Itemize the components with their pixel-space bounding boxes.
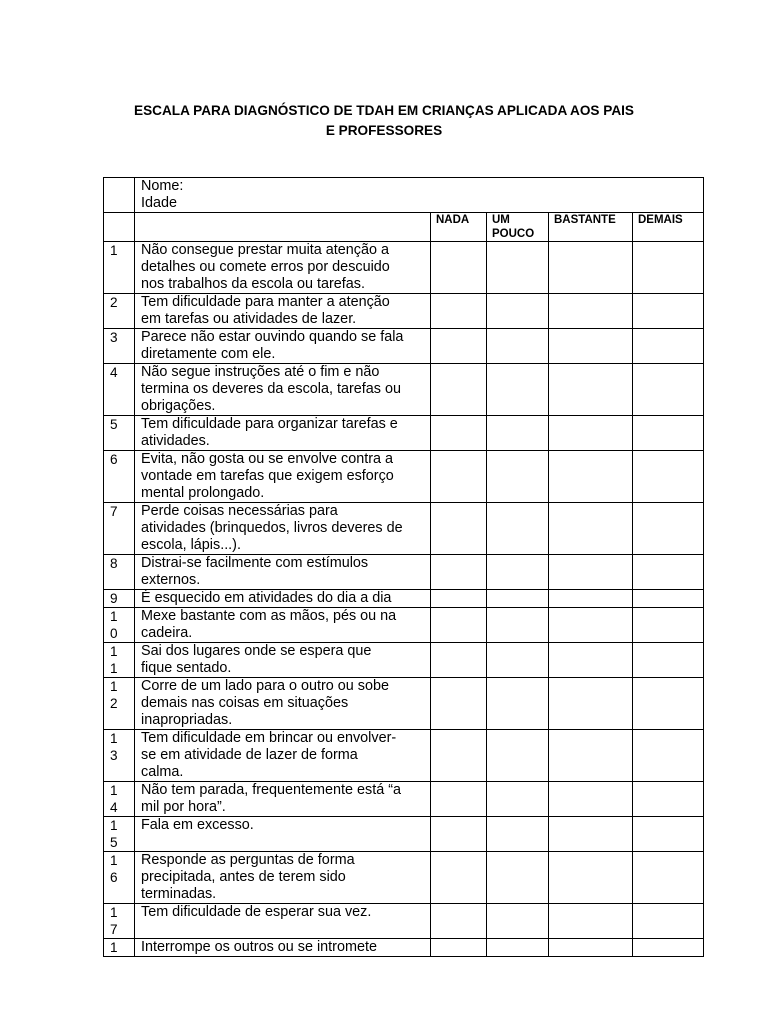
item-number	[104, 782, 135, 817]
rating-cell-bastante[interactable]	[549, 643, 633, 678]
item-number	[104, 364, 135, 416]
item-number	[104, 608, 135, 643]
item-text-line: obrigações.	[141, 398, 216, 414]
rating-cell-demais[interactable]	[633, 782, 704, 817]
item-row	[104, 904, 704, 939]
item-text-line: precipitada, antes de terem sido	[141, 869, 346, 885]
item-row	[104, 242, 704, 294]
rating-cell-um-pouco[interactable]	[487, 242, 549, 294]
item-text-line: Evita, não gosta ou se envolve contra a	[141, 451, 393, 467]
col-header-nada: NADA	[431, 213, 487, 242]
item-row	[104, 294, 704, 329]
rating-cell-demais[interactable]	[633, 817, 704, 852]
item-text	[135, 416, 431, 451]
age-label: Idade	[141, 195, 178, 211]
item-number-digit: 1	[110, 783, 118, 798]
rating-cell-demais[interactable]	[633, 364, 704, 416]
item-text-line: É esquecido em atividades do dia a dia	[141, 590, 392, 606]
item-text-line: Responde as perguntas de forma	[141, 852, 355, 868]
item-text	[135, 555, 431, 590]
rating-cell-nada[interactable]	[431, 503, 487, 555]
item-text	[135, 904, 431, 939]
item-text	[135, 730, 431, 782]
item-row	[104, 730, 704, 782]
item-text-line: Perde coisas necessárias para	[141, 503, 338, 519]
rating-cell-um-pouco[interactable]	[487, 939, 549, 957]
rating-cell-um-pouco[interactable]	[487, 643, 549, 678]
rating-cell-um-pouco[interactable]	[487, 451, 549, 503]
item-text-line: detalhes ou comete erros por descuido	[141, 259, 390, 275]
rating-cell-um-pouco[interactable]	[487, 294, 549, 329]
item-number	[104, 852, 135, 904]
rating-cell-nada[interactable]	[431, 590, 487, 608]
rating-cell-nada[interactable]	[431, 939, 487, 957]
item-number-digit: 1	[110, 853, 118, 868]
item-number-digit: 1	[110, 905, 118, 920]
item-number-digit: 1	[110, 609, 118, 624]
rating-cell-um-pouco[interactable]	[487, 817, 549, 852]
title-line-1: ESCALA PARA DIAGNÓSTICO DE TDAH EM CRIANÇAS APLICADA AOS PAIS	[134, 103, 634, 118]
item-text-line: Tem dificuldade para manter a atenção	[141, 294, 390, 310]
rating-cell-demais[interactable]	[633, 643, 704, 678]
rating-cell-nada[interactable]	[431, 416, 487, 451]
item-text-line: Sai dos lugares onde se espera que	[141, 643, 372, 659]
rating-cell-um-pouco[interactable]	[487, 852, 549, 904]
item-text-line: demais nas coisas em situações	[141, 695, 349, 711]
title-line-2: E PROFESSORES	[325, 123, 443, 138]
rating-cell-bastante[interactable]	[549, 503, 633, 555]
item-row	[104, 817, 704, 852]
identification-cell[interactable]	[135, 178, 704, 213]
item-row	[104, 643, 704, 678]
item-number-digit: 7	[110, 922, 118, 937]
item-row	[104, 608, 704, 643]
item-row	[104, 451, 704, 503]
header-num-cell	[104, 213, 135, 242]
item-number	[104, 904, 135, 939]
item-text	[135, 364, 431, 416]
document-title	[60, 101, 708, 141]
item-number-digit: 8	[110, 556, 118, 571]
rating-cell-nada[interactable]	[431, 643, 487, 678]
item-number-digit: 3	[110, 330, 118, 345]
item-text-line: diretamente com ele.	[141, 346, 276, 362]
rating-cell-nada[interactable]	[431, 242, 487, 294]
rating-cell-um-pouco[interactable]	[487, 782, 549, 817]
item-text	[135, 782, 431, 817]
item-row	[104, 329, 704, 364]
rating-cell-bastante[interactable]	[549, 294, 633, 329]
rating-cell-demais[interactable]	[633, 242, 704, 294]
item-number-digit: 4	[110, 800, 118, 815]
rating-cell-nada[interactable]	[431, 904, 487, 939]
item-text	[135, 817, 431, 852]
item-text-line: Tem dificuldade de esperar sua vez.	[141, 904, 372, 920]
rating-cell-um-pouco[interactable]	[487, 608, 549, 643]
item-row	[104, 852, 704, 904]
item-text-line: Interrompe os outros ou se intromete	[141, 939, 377, 955]
rating-cell-nada[interactable]	[431, 817, 487, 852]
item-text	[135, 242, 431, 294]
item-text-line: se em atividade de lazer de forma	[141, 747, 358, 763]
item-number-digit: 1	[110, 679, 118, 694]
item-text-line: Não consegue prestar muita atenção a	[141, 242, 389, 258]
item-number-digit: 1	[110, 818, 118, 833]
rating-cell-um-pouco[interactable]	[487, 329, 549, 364]
item-number	[104, 503, 135, 555]
rating-cell-bastante[interactable]	[549, 242, 633, 294]
rating-cell-nada[interactable]	[431, 782, 487, 817]
rating-cell-um-pouco[interactable]	[487, 416, 549, 451]
item-number-digit: 1	[110, 644, 118, 659]
item-number-digit: 0	[110, 626, 118, 641]
tdah-scale-table	[103, 177, 704, 957]
item-text-line: mental prolongado.	[141, 485, 265, 501]
rating-cell-bastante[interactable]	[549, 451, 633, 503]
col-header-um-pouco: UM POUCO	[487, 213, 549, 242]
item-text-line: Fala em excesso.	[141, 817, 254, 833]
rating-cell-bastante[interactable]	[549, 730, 633, 782]
item-number-digit: 1	[110, 243, 118, 258]
rating-cell-demais[interactable]	[633, 590, 704, 608]
item-row	[104, 364, 704, 416]
rating-cell-demais[interactable]	[633, 730, 704, 782]
rating-cell-demais[interactable]	[633, 329, 704, 364]
item-text	[135, 329, 431, 364]
item-number	[104, 294, 135, 329]
rating-cell-bastante[interactable]	[549, 364, 633, 416]
item-text	[135, 643, 431, 678]
item-text-line: atividades.	[141, 433, 210, 449]
item-number	[104, 329, 135, 364]
item-text-line: vontade em tarefas que exigem esforço	[141, 468, 394, 484]
item-row	[104, 782, 704, 817]
item-text-line: Parece não estar ouvindo quando se fala	[141, 329, 404, 345]
header-text-cell	[135, 213, 431, 242]
item-number-digit: 3	[110, 748, 118, 763]
item-text	[135, 678, 431, 730]
rating-cell-um-pouco[interactable]	[487, 730, 549, 782]
id-number-cell	[104, 178, 135, 213]
rating-cell-demais[interactable]	[633, 852, 704, 904]
header-row	[104, 213, 704, 242]
rating-cell-bastante[interactable]	[549, 555, 633, 590]
item-row	[104, 678, 704, 730]
item-text	[135, 294, 431, 329]
rating-cell-demais[interactable]	[633, 503, 704, 555]
rating-cell-bastante[interactable]	[549, 416, 633, 451]
rating-cell-nada[interactable]	[431, 730, 487, 782]
item-number-digit: 1	[110, 731, 118, 746]
rating-cell-bastante[interactable]	[549, 678, 633, 730]
item-text-line: terminadas.	[141, 886, 217, 902]
item-number	[104, 242, 135, 294]
item-row	[104, 555, 704, 590]
item-number-digit: 7	[110, 504, 118, 519]
item-text-line: mil por hora”.	[141, 799, 226, 815]
rating-cell-demais[interactable]	[633, 939, 704, 957]
item-number-digit: 5	[110, 835, 118, 850]
item-number	[104, 643, 135, 678]
item-text	[135, 503, 431, 555]
rating-cell-um-pouco[interactable]	[487, 678, 549, 730]
item-text-line: atividades (brinquedos, livros deveres de	[141, 520, 403, 536]
rating-cell-nada[interactable]	[431, 678, 487, 730]
rating-cell-um-pouco[interactable]	[487, 364, 549, 416]
item-text	[135, 590, 431, 608]
rating-cell-demais[interactable]	[633, 451, 704, 503]
item-number-digit: 2	[110, 295, 118, 310]
rating-cell-nada[interactable]	[431, 329, 487, 364]
rating-cell-bastante[interactable]	[549, 608, 633, 643]
item-text	[135, 852, 431, 904]
item-text-line: fique sentado.	[141, 660, 232, 676]
identification-row	[104, 178, 704, 213]
item-number	[104, 730, 135, 782]
item-number-digit: 6	[110, 452, 118, 467]
rating-cell-um-pouco[interactable]	[487, 904, 549, 939]
rating-cell-bastante[interactable]	[549, 939, 633, 957]
item-number-digit: 9	[110, 591, 118, 606]
item-text	[135, 451, 431, 503]
item-number-digit: 2	[110, 696, 118, 711]
item-row	[104, 939, 704, 957]
rating-cell-bastante[interactable]	[549, 590, 633, 608]
rating-cell-demais[interactable]	[633, 294, 704, 329]
rating-cell-demais[interactable]	[633, 555, 704, 590]
item-text-line: inapropriadas.	[141, 712, 233, 728]
rating-cell-demais[interactable]	[633, 678, 704, 730]
item-row	[104, 590, 704, 608]
item-number-digit: 6	[110, 870, 118, 885]
item-text-line: em tarefas ou atividades de lazer.	[141, 311, 357, 327]
item-text-line: Não tem parada, frequentemente está “a	[141, 782, 401, 798]
rating-cell-nada[interactable]	[431, 294, 487, 329]
item-text-line: Corre de um lado para o outro ou sobe	[141, 678, 389, 694]
item-number	[104, 678, 135, 730]
item-number	[104, 939, 135, 957]
name-label: Nome:	[141, 178, 184, 194]
item-number	[104, 416, 135, 451]
item-row	[104, 503, 704, 555]
item-number	[104, 451, 135, 503]
item-text-line: Não segue instruções até o fim e não	[141, 364, 380, 380]
item-text-line: Tem dificuldade em brincar ou envolver-	[141, 730, 397, 746]
rating-cell-um-pouco[interactable]	[487, 590, 549, 608]
rating-cell-um-pouco[interactable]	[487, 555, 549, 590]
item-number-digit: 5	[110, 417, 118, 432]
col-header-demais: DEMAIS	[633, 213, 704, 242]
rating-cell-nada[interactable]	[431, 608, 487, 643]
item-row	[104, 416, 704, 451]
item-number-digit: 1	[110, 940, 118, 955]
item-number	[104, 817, 135, 852]
item-text-line: Mexe bastante com as mãos, pés ou na	[141, 608, 397, 624]
rating-cell-bastante[interactable]	[549, 904, 633, 939]
rating-cell-demais[interactable]	[633, 608, 704, 643]
item-text-line: termina os deveres da escola, tarefas ou	[141, 381, 401, 397]
item-number	[104, 555, 135, 590]
rating-cell-nada[interactable]	[431, 364, 487, 416]
item-text-line: cadeira.	[141, 625, 193, 641]
item-number-digit: 1	[110, 661, 118, 676]
rating-cell-bastante[interactable]	[549, 782, 633, 817]
item-text	[135, 608, 431, 643]
rating-cell-nada[interactable]	[431, 852, 487, 904]
item-text	[135, 939, 431, 957]
rating-cell-demais[interactable]	[633, 416, 704, 451]
item-number	[104, 590, 135, 608]
rating-cell-bastante[interactable]	[549, 852, 633, 904]
item-text-line: externos.	[141, 572, 201, 588]
item-text-line: Distrai-se facilmente com estímulos	[141, 555, 369, 571]
item-text-line: calma.	[141, 764, 184, 780]
col-header-bastante: BASTANTE	[549, 213, 633, 242]
item-number-digit: 4	[110, 365, 118, 380]
rating-cell-bastante[interactable]	[549, 329, 633, 364]
rating-cell-bastante[interactable]	[549, 817, 633, 852]
rating-cell-demais[interactable]	[633, 904, 704, 939]
item-text-line: Tem dificuldade para organizar tarefas e	[141, 416, 398, 432]
rating-cell-nada[interactable]	[431, 555, 487, 590]
item-text-line: escola, lápis...).	[141, 537, 241, 553]
item-text-line: nos trabalhos da escola ou tarefas.	[141, 276, 365, 292]
rating-cell-nada[interactable]	[431, 451, 487, 503]
rating-cell-um-pouco[interactable]	[487, 503, 549, 555]
